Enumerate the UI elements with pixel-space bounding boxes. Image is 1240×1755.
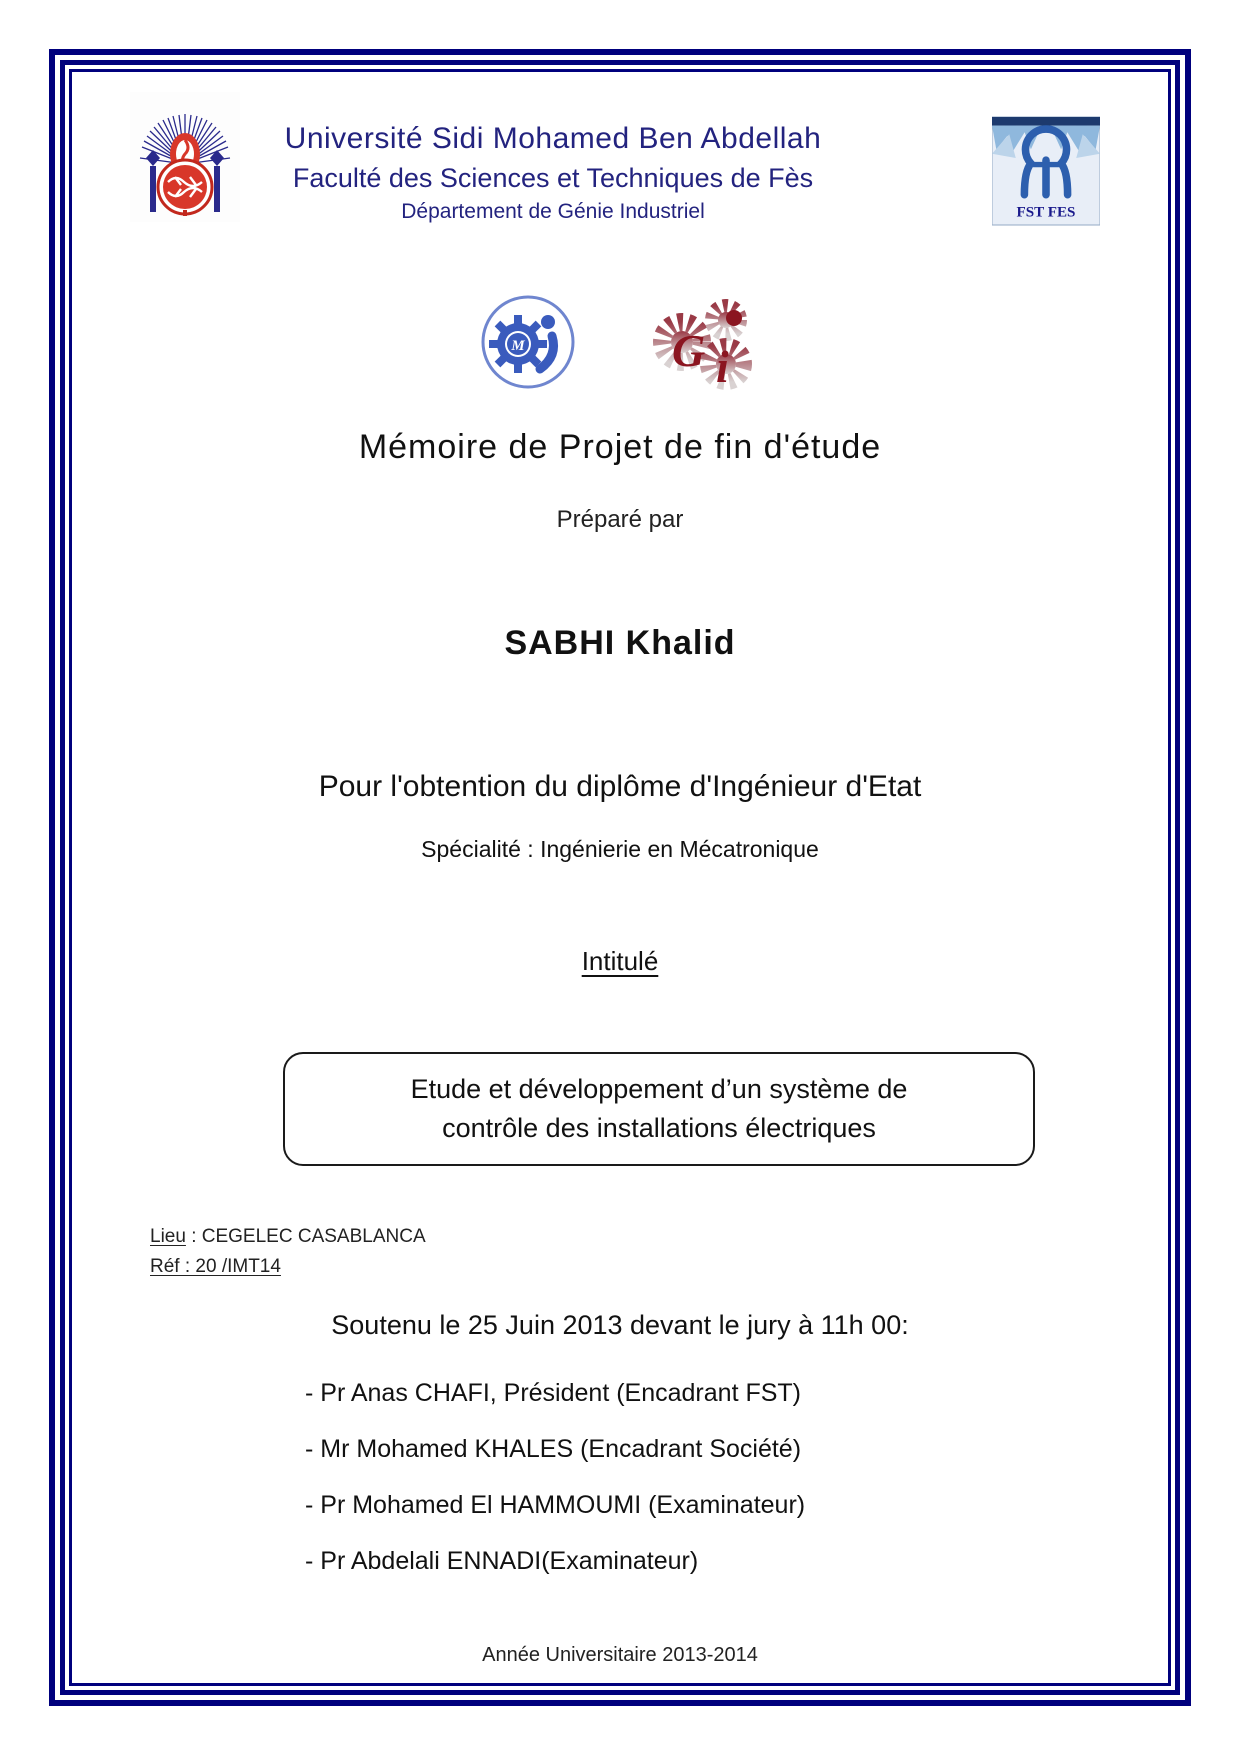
- jury-item: - Pr Anas CHAFI, Président (Encadrant FST): [305, 1379, 801, 1407]
- author-name: SABHI Khalid: [504, 624, 736, 662]
- reference-text: Réf : 20 /IMT14: [150, 1256, 281, 1277]
- thesis-title-line1: Etude et développement d’un système de: [410, 1073, 908, 1104]
- thesis-title-box: [283, 1052, 1035, 1166]
- gi-logo: [650, 290, 756, 396]
- university-name: Université Sidi Mohamed Ben Abdellah: [284, 122, 822, 155]
- academic-year: Année Universitaire 2013-2014: [482, 1644, 758, 1666]
- defense-line: Soutenu le 25 Juin 2013 devant le jury à 11h 00:: [331, 1310, 909, 1340]
- mechatronics-logo-letter: M: [511, 338, 525, 354]
- document-type-title: Mémoire de Projet de fin d'étude: [358, 428, 882, 466]
- location-line: [150, 1226, 426, 1248]
- location-value: : CEGELEC CASABLANCA: [185, 1226, 426, 1247]
- specialty-line: Spécialité : Ingénierie en Mécatronique: [421, 836, 819, 862]
- jury-item: - Mr Mohamed KHALES (Encadrant Société): [305, 1435, 802, 1463]
- gi-logo-letter-i: i: [716, 341, 729, 392]
- thesis-title-line2: contrôle des installations électriques: [442, 1113, 876, 1143]
- diploma-line: Pour l'obtention du diplôme d'Ingénieur d'Etat: [318, 770, 922, 803]
- entitled-heading-text: Intitulé: [581, 946, 659, 976]
- gi-logo-letter-g: G: [672, 325, 706, 376]
- jury-item: - Pr Mohamed El HAMMOUMI (Examinateur): [305, 1491, 806, 1519]
- faculty-name: Faculté des Sciences et Techniques de Fès: [292, 163, 814, 193]
- institution-header: [0, 122, 1106, 224]
- department-name: Département de Génie Industriel: [401, 200, 705, 223]
- reference-line: [150, 1256, 281, 1278]
- jury-item: - Pr Abdelali ENNADI(Examinateur): [305, 1547, 699, 1575]
- entitled-heading: [0, 946, 1240, 977]
- mechatronics-logo: [478, 292, 578, 392]
- jury-list: [305, 1380, 805, 1604]
- location-label: Lieu: [150, 1226, 186, 1247]
- fst-logo-caption: FST FES: [1016, 204, 1076, 221]
- prepared-by-label: Préparé par: [556, 506, 684, 533]
